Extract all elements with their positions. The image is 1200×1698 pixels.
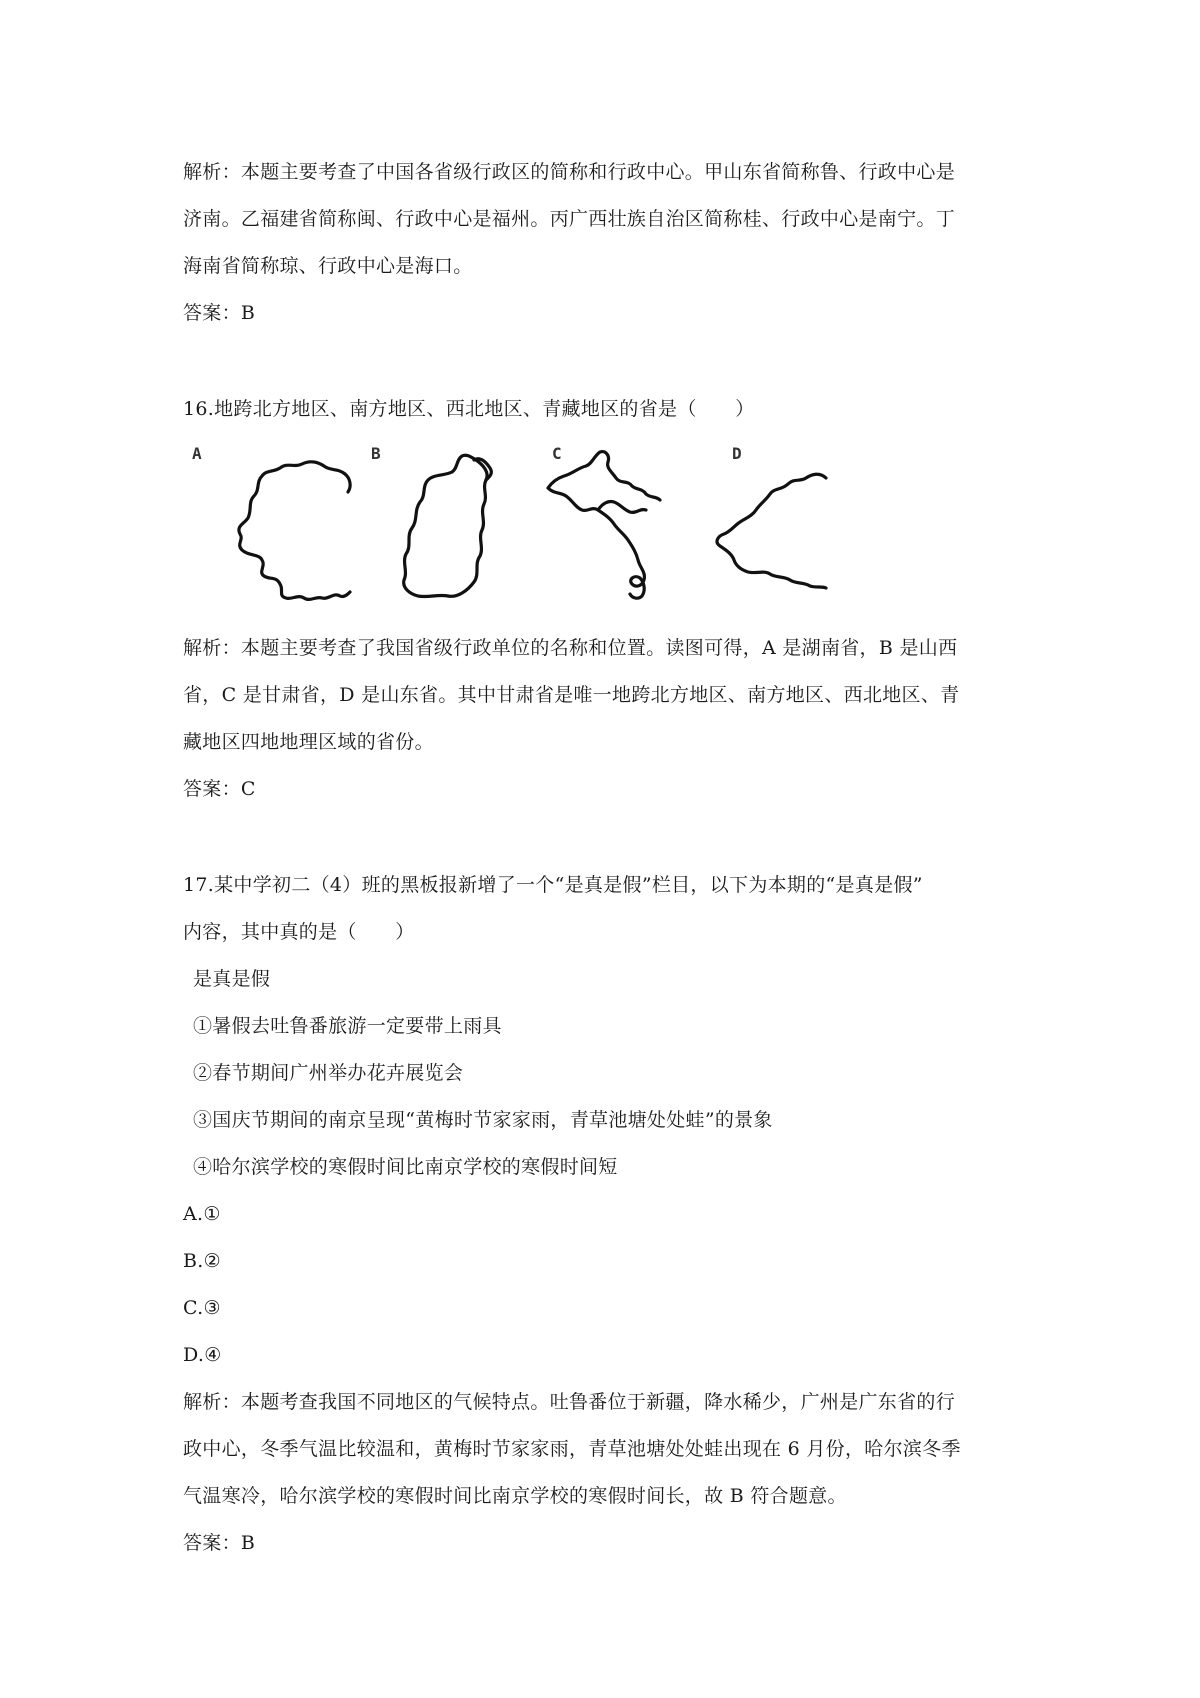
figure-label-c: C xyxy=(552,444,562,463)
q15-analysis-line-3: 海南省简称琼、行政中心是海口。 xyxy=(183,255,473,277)
q17-option-c: C.③ xyxy=(183,1297,221,1319)
q16-analysis-line-1: 解析：本题主要考查了我国省级行政单位的名称和位置。读图可得，A 是湖南省，B 是山西 xyxy=(183,637,958,659)
outline-a-hunan xyxy=(239,462,350,600)
q17-question-line-1: 17.某中学初二（4）班的黑板报新增了一个“是真是假”栏目，以下为本期的“是真是假” xyxy=(183,874,923,896)
board-item-3: ③国庆节期间的南京呈现“黄梅时节家家雨，青草池塘处处蛙”的景象 xyxy=(193,1109,773,1131)
q17-option-b: B.② xyxy=(183,1250,221,1272)
q15-analysis-line-2: 济南。乙福建省简称闽、行政中心是福州。丙广西壮族自治区简称桂、行政中心是南宁。丁 xyxy=(183,208,956,230)
q16-analysis-line-2: 省，C 是甘肃省，D 是山东省。其中甘肃省是唯一地跨北方地区、南方地区、西北地区、青 xyxy=(183,684,960,706)
q17-analysis-line-1: 解析：本题考查我国不同地区的气候特点。吐鲁番位于新疆，降水稀少，广州是广东省的行 xyxy=(183,1391,956,1413)
board-item-2: ②春节期间广州举办花卉展览会 xyxy=(193,1062,464,1084)
board-item-1: ①暑假去吐鲁番旅游一定要带上雨具 xyxy=(193,1015,502,1037)
board-title: 是真是假 xyxy=(193,968,271,990)
q16-answer: 答案：C xyxy=(183,778,256,800)
figure-label-b: B xyxy=(371,444,381,463)
q17-option-d: D.④ xyxy=(183,1344,222,1366)
q17-analysis-line-2: 政中心，冬季气温比较温和，黄梅时节家家雨，青草池塘处处蛙出现在 6 月份，哈尔滨冬季 xyxy=(183,1438,961,1460)
outline-a-fragment xyxy=(345,474,350,492)
q17-analysis-line-3: 气温寒冷，哈尔滨学校的寒假时间比南京学校的寒假时间长，故 B 符合题意。 xyxy=(183,1485,847,1507)
q17-question-line-2: 内容，其中真的是（ ） xyxy=(183,921,415,943)
q17-option-a: A.① xyxy=(183,1203,221,1225)
outline-d-shandong xyxy=(717,474,826,588)
province-outline-figure xyxy=(190,438,910,613)
board-item-4: ④哈尔滨学校的寒假时间比南京学校的寒假时间短 xyxy=(193,1156,618,1178)
outline-b-shanxi xyxy=(404,455,487,596)
figure-label-a: A xyxy=(192,444,202,463)
q16-question: 16.地跨北方地区、南方地区、西北地区、青藏地区的省是（ ） xyxy=(183,398,755,420)
q17-answer: 答案：B xyxy=(183,1532,256,1554)
q16-analysis-line-3: 藏地区四地地理区域的省份。 xyxy=(183,731,434,753)
figure-label-d: D xyxy=(732,444,742,463)
q15-answer: 答案：B xyxy=(183,302,256,324)
outline-c-gansu xyxy=(548,452,660,599)
q15-analysis-line-1: 解析：本题主要考查了中国各省级行政区的简称和行政中心。甲山东省简称鲁、行政中心是 xyxy=(183,161,956,183)
